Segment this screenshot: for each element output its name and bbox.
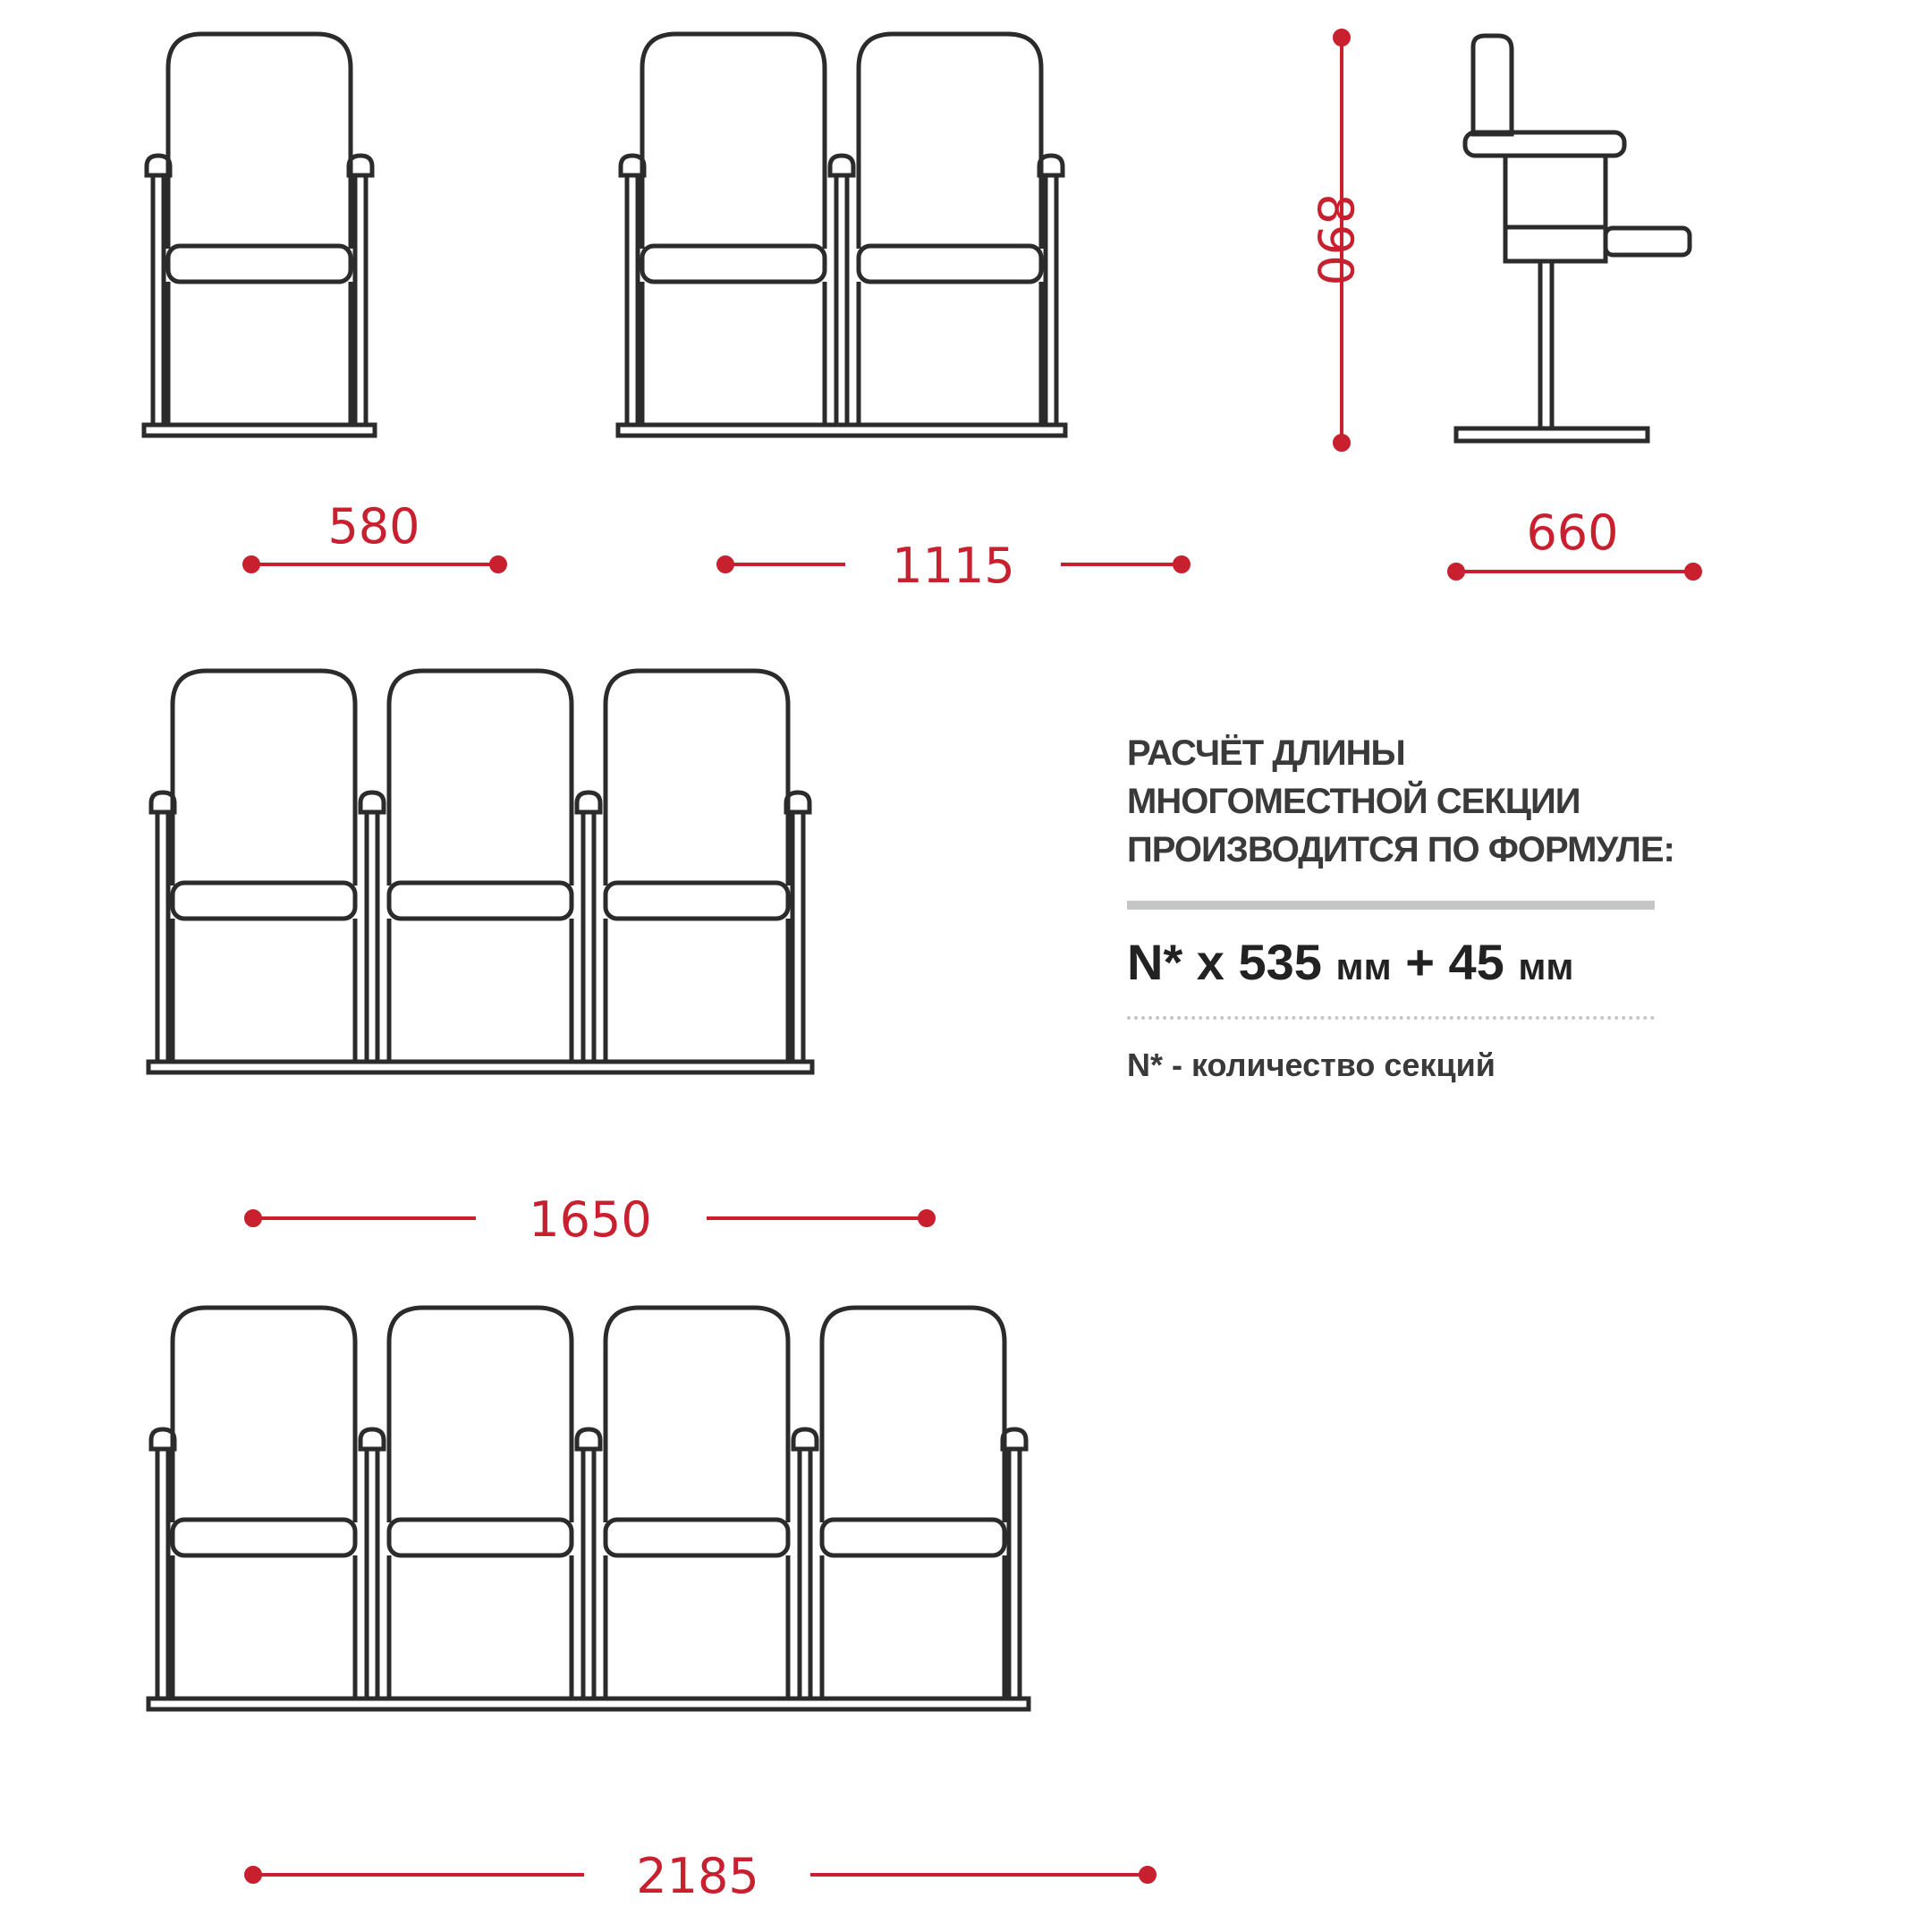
- dim-dot: [919, 1211, 934, 1225]
- seat-cushion: [168, 246, 351, 282]
- formula-heading-line: МНОГОМЕСТНОЙ СЕКЦИИ: [1127, 782, 1580, 821]
- seat-cushion: [389, 883, 572, 919]
- dim-dot: [1335, 30, 1349, 45]
- formula-extra: 45: [1448, 934, 1504, 990]
- seat-backrest: [389, 671, 572, 886]
- formula-note-symbol: N*: [1127, 1046, 1164, 1083]
- section-2-seat: [618, 34, 1065, 436]
- armrest-cap: [360, 1429, 384, 1449]
- armrest-cap: [830, 156, 853, 175]
- seat-backrest: [168, 34, 351, 249]
- seat-cushion: [173, 883, 355, 919]
- base-rail: [148, 1062, 812, 1072]
- seat-backrest: [822, 1308, 1004, 1522]
- formula-unit: мм: [1518, 945, 1574, 987]
- side-armrest-frame: [1505, 156, 1606, 261]
- seat-cushion: [389, 1520, 572, 1555]
- dim-dot: [718, 557, 733, 572]
- seat-backrest: [389, 1308, 572, 1522]
- dim-dot: [1449, 564, 1463, 579]
- formula-block: [1127, 729, 1699, 1084]
- section-3-seat: [148, 671, 812, 1072]
- dim-dot: [246, 1868, 260, 1882]
- dim-label-890: 890: [1307, 193, 1363, 286]
- seat-cushion: [822, 1520, 1004, 1555]
- section-4-seat: [148, 1308, 1029, 1709]
- seat-cushion: [642, 246, 825, 282]
- formula-heading-line: ПРОИЗВОДИТСЯ ПО ФОРМУЛЕ:: [1127, 830, 1674, 869]
- formula-per-seat: 535: [1238, 934, 1322, 990]
- dim-dot: [1686, 564, 1700, 579]
- seat-backrest: [173, 1308, 355, 1522]
- dim-label-580: 580: [327, 498, 420, 555]
- formula-note-text: - количество секций: [1163, 1046, 1496, 1083]
- seat-cushion: [859, 246, 1041, 282]
- base-rail: [148, 1699, 1029, 1709]
- dim-dot: [1335, 436, 1349, 450]
- side-backrest: [1473, 36, 1512, 134]
- formula-heading: [1127, 729, 1699, 874]
- formula-times: x: [1196, 934, 1224, 990]
- formula-note: [1127, 1046, 1699, 1084]
- dim-dot: [1174, 557, 1189, 572]
- dim-label-1650: 1650: [529, 1191, 652, 1248]
- formula-expression: [1127, 933, 1699, 991]
- seat-backrest: [173, 671, 355, 886]
- side-base: [1456, 428, 1648, 441]
- dim-label-660: 660: [1526, 504, 1619, 561]
- formula-unit: мм: [1335, 945, 1392, 987]
- base-rail: [618, 425, 1065, 436]
- armrest-cap: [577, 1429, 600, 1449]
- seat-cushion: [173, 1520, 355, 1555]
- formula-dotted-divider: [1127, 1016, 1655, 1020]
- base-rail: [144, 425, 375, 436]
- dim-dot: [246, 1211, 260, 1225]
- seat-backrest: [606, 1308, 788, 1522]
- chair-side-view: [1456, 36, 1690, 441]
- seat-backrest: [642, 34, 825, 249]
- formula-plus: +: [1405, 934, 1435, 990]
- armrest-cap: [360, 792, 384, 812]
- dim-dot: [1140, 1868, 1155, 1882]
- seat-cushion: [606, 1520, 788, 1555]
- side-folded-seat: [1606, 228, 1690, 255]
- dim-label-2185: 2185: [636, 1848, 759, 1904]
- seat-cushion: [606, 883, 788, 919]
- dim-dot: [244, 557, 258, 572]
- formula-heading-line: РАСЧЁТ ДЛИНЫ: [1127, 733, 1405, 773]
- formula-divider: [1127, 901, 1655, 910]
- armrest-cap: [577, 792, 600, 812]
- armrest-cap: [793, 1429, 817, 1449]
- dim-label-1115: 1115: [892, 538, 1015, 594]
- section-1-seat: [144, 34, 375, 436]
- formula-n: N*: [1127, 934, 1183, 990]
- seat-backrest: [606, 671, 788, 886]
- dim-dot: [491, 557, 505, 572]
- seat-backrest: [859, 34, 1041, 249]
